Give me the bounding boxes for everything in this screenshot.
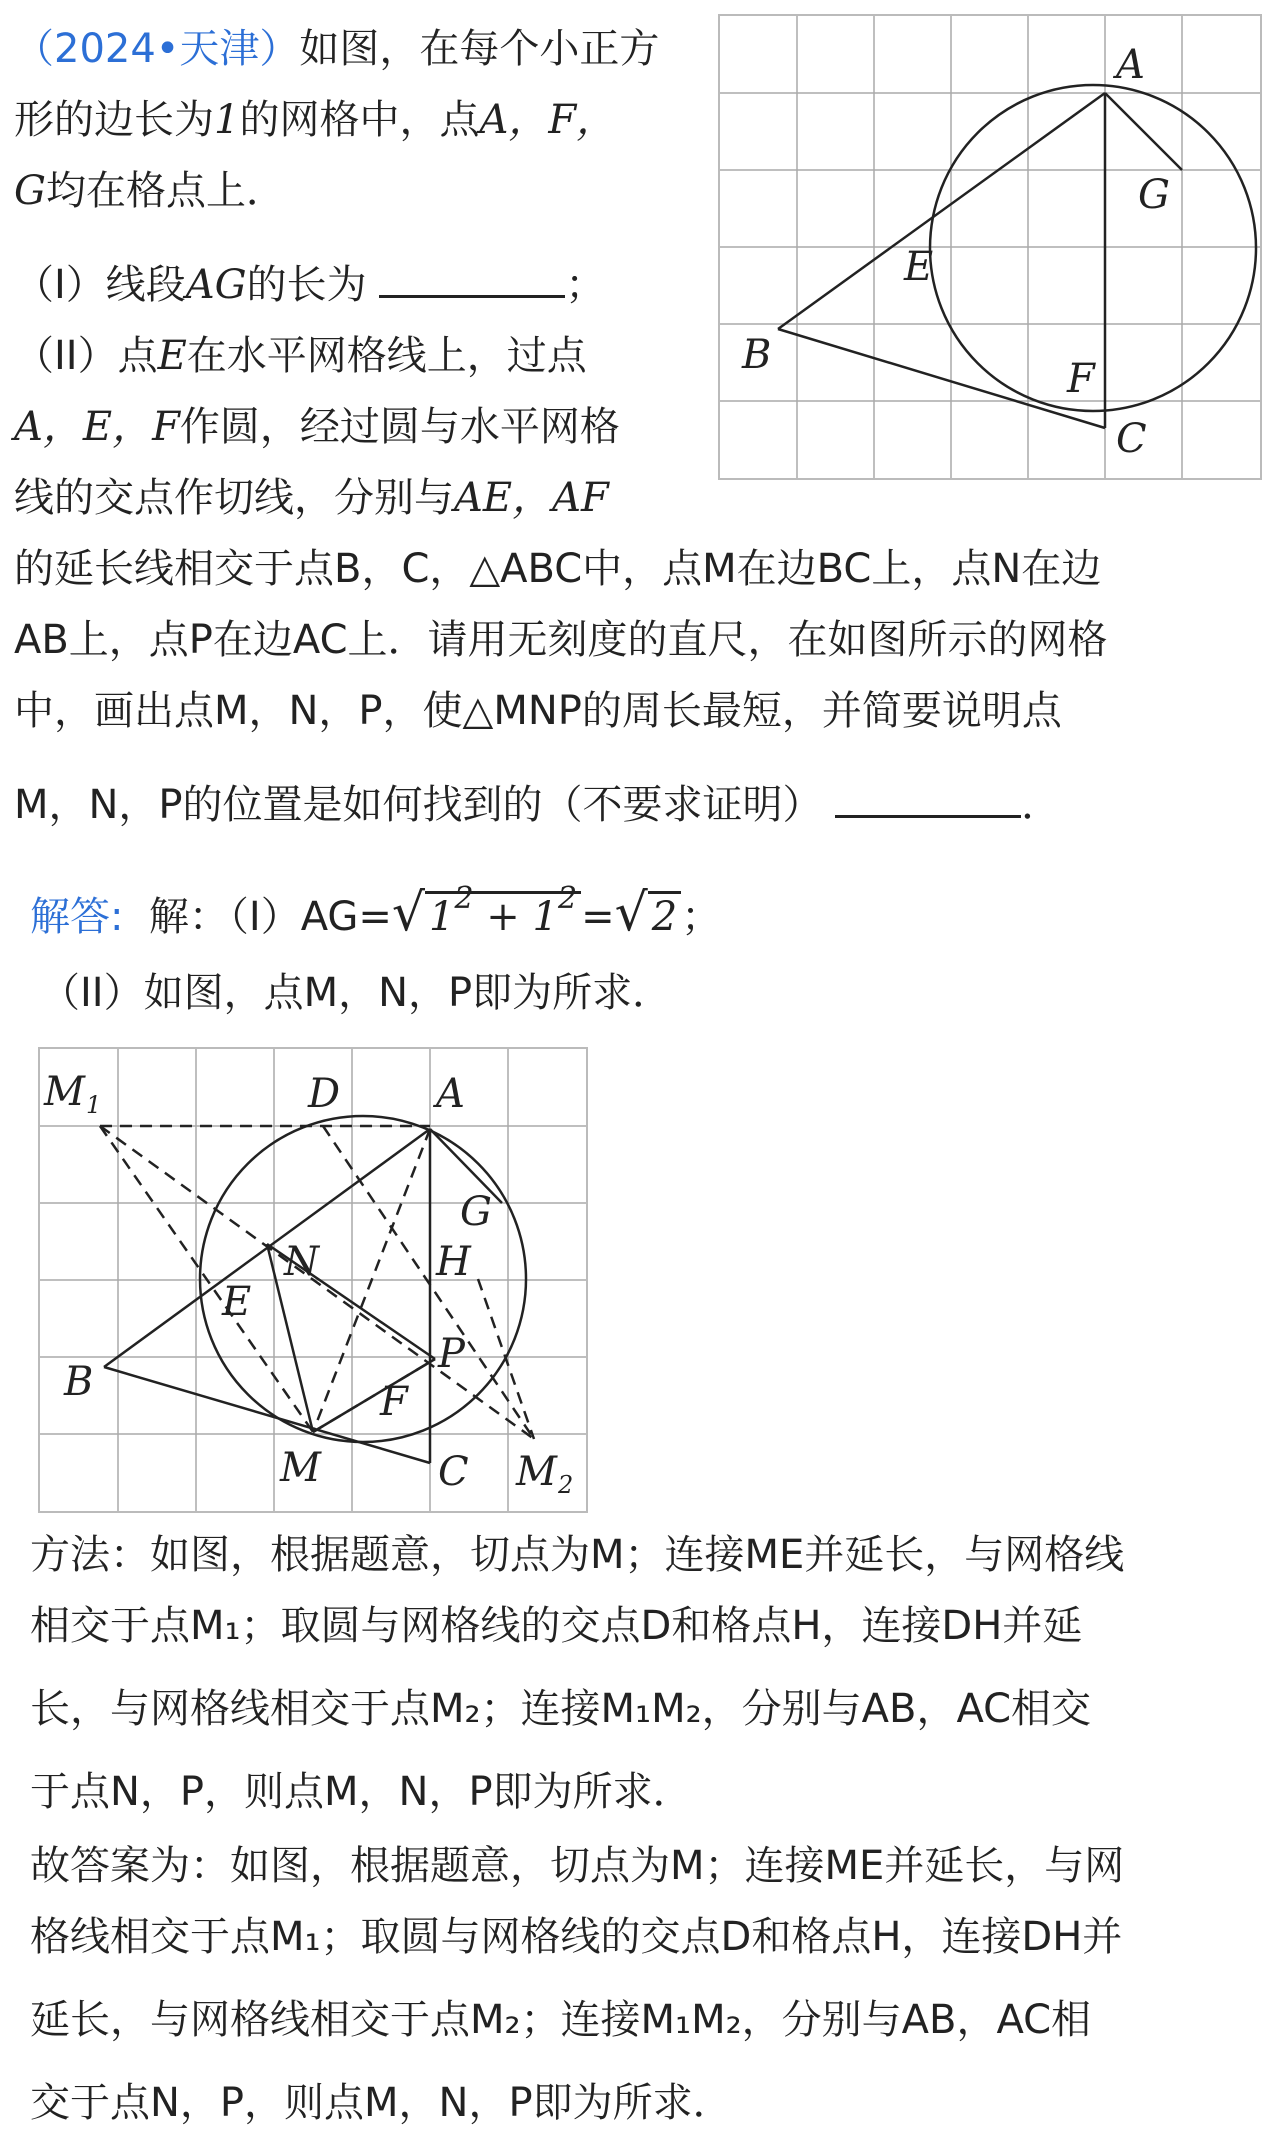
label-M1: M	[44, 1069, 85, 1115]
method-line-1: 方法：如图，根据题意，切点为M；连接ME并延长，与网格线	[30, 1532, 1125, 1578]
dash-D-M2	[323, 1126, 534, 1439]
label-E: E	[904, 244, 934, 290]
question-source: （2024•天津）	[14, 26, 300, 72]
method-line-3: 长，与网格线相交于点M₂；连接M₁M₂，分别与AB，AC相交	[30, 1686, 1092, 1732]
part2-line-6: 中，画出点M，N，P，使△MNP的周长最短，并简要说明点	[14, 688, 1062, 734]
label-G-2: G	[460, 1189, 492, 1235]
part2-line-5: AB上，点P在边AC上．请用无刻度的直尺，在如图所示的网格	[14, 617, 1108, 663]
question-grid-diagram	[720, 16, 1260, 478]
answer-line-1: 解答: 解：（I）AG=√ $1^2 + 1^2$ =√ 2 ；	[30, 881, 722, 943]
dash-H-M2	[478, 1279, 534, 1439]
label-M2: M	[516, 1449, 557, 1495]
question-line-1: （2024•天津）如图，在每个小正方	[14, 26, 660, 72]
label-F: F	[1067, 356, 1095, 402]
final-line-1: 故答案为：如图，根据题意，切点为M；连接ME并延长，与网	[30, 1843, 1125, 1889]
question-line-2: 形的边长为1的网格中，点A，F，	[14, 97, 617, 143]
label-A-2: A	[436, 1071, 465, 1117]
part1-line: （I）线段AG的长为 ；	[14, 262, 606, 308]
final-line-2: 格线相交于点M₁；取圆与网格线的交点D和格点H，连接DH并	[30, 1914, 1123, 1960]
label-E-2: E	[222, 1279, 252, 1325]
part2-line-1: （II）点E在水平网格线上，过点	[14, 333, 587, 379]
label-M1-sub: 1	[86, 1091, 102, 1119]
answer-label: 解答:	[30, 894, 124, 940]
method-line-4: 于点N，P，则点M，N，P即为所求．	[30, 1769, 693, 1815]
method-line-2: 相交于点M₁；取圆与网格线的交点D和格点H，连接DH并延	[30, 1603, 1083, 1649]
answer-line-2: （II）如图，点M，N，P即为所求．	[40, 970, 673, 1016]
part2-line-7: M，N，P的位置是如何找到的（不要求证明） ．	[14, 782, 1062, 828]
question-figure	[718, 14, 1262, 480]
label-H: H	[436, 1239, 471, 1285]
label-C-2: C	[438, 1449, 469, 1495]
grid-lines	[720, 16, 1260, 478]
solution-figure	[38, 1047, 588, 1513]
label-C: C	[1116, 416, 1147, 462]
label-M: M	[280, 1445, 321, 1491]
sqrt-sign-2: √	[614, 883, 648, 943]
answer-blank-1[interactable]	[379, 291, 565, 298]
segment-AB	[778, 93, 1105, 329]
segment-BC	[778, 329, 1105, 428]
label-N: N	[284, 1239, 319, 1285]
label-P: P	[438, 1331, 465, 1377]
label-M2-sub: 2	[558, 1471, 574, 1499]
label-B: B	[742, 332, 772, 378]
part2-line-3: 线的交点作切线，分别与AE，AF	[14, 475, 609, 521]
label-G: G	[1138, 172, 1170, 218]
sqrt-sign: √	[391, 883, 426, 943]
final-line-4: 交于点N，P，则点M，N，P即为所求．	[30, 2080, 733, 2126]
label-A: A	[1116, 42, 1145, 88]
part2-line-4: 的延长线相交于点B，C，△ABC中，点M在边BC上，点N在边	[14, 546, 1102, 592]
dash-M1-M	[100, 1126, 313, 1432]
label-D: D	[308, 1071, 341, 1117]
part2-line-2: A，E，F作圆，经过圆与水平网格	[14, 404, 620, 450]
label-B-2: B	[64, 1359, 94, 1405]
final-line-3: 延长，与网格线相交于点M₂；连接M₁M₂，分别与AB，AC相	[30, 1997, 1092, 2043]
dash-M-P	[313, 1359, 435, 1432]
label-F-2: F	[380, 1379, 408, 1425]
solution-grid-diagram	[40, 1049, 586, 1511]
answer-blank-2[interactable]	[835, 811, 1021, 818]
question-line-3: G均在格点上．	[14, 168, 286, 214]
